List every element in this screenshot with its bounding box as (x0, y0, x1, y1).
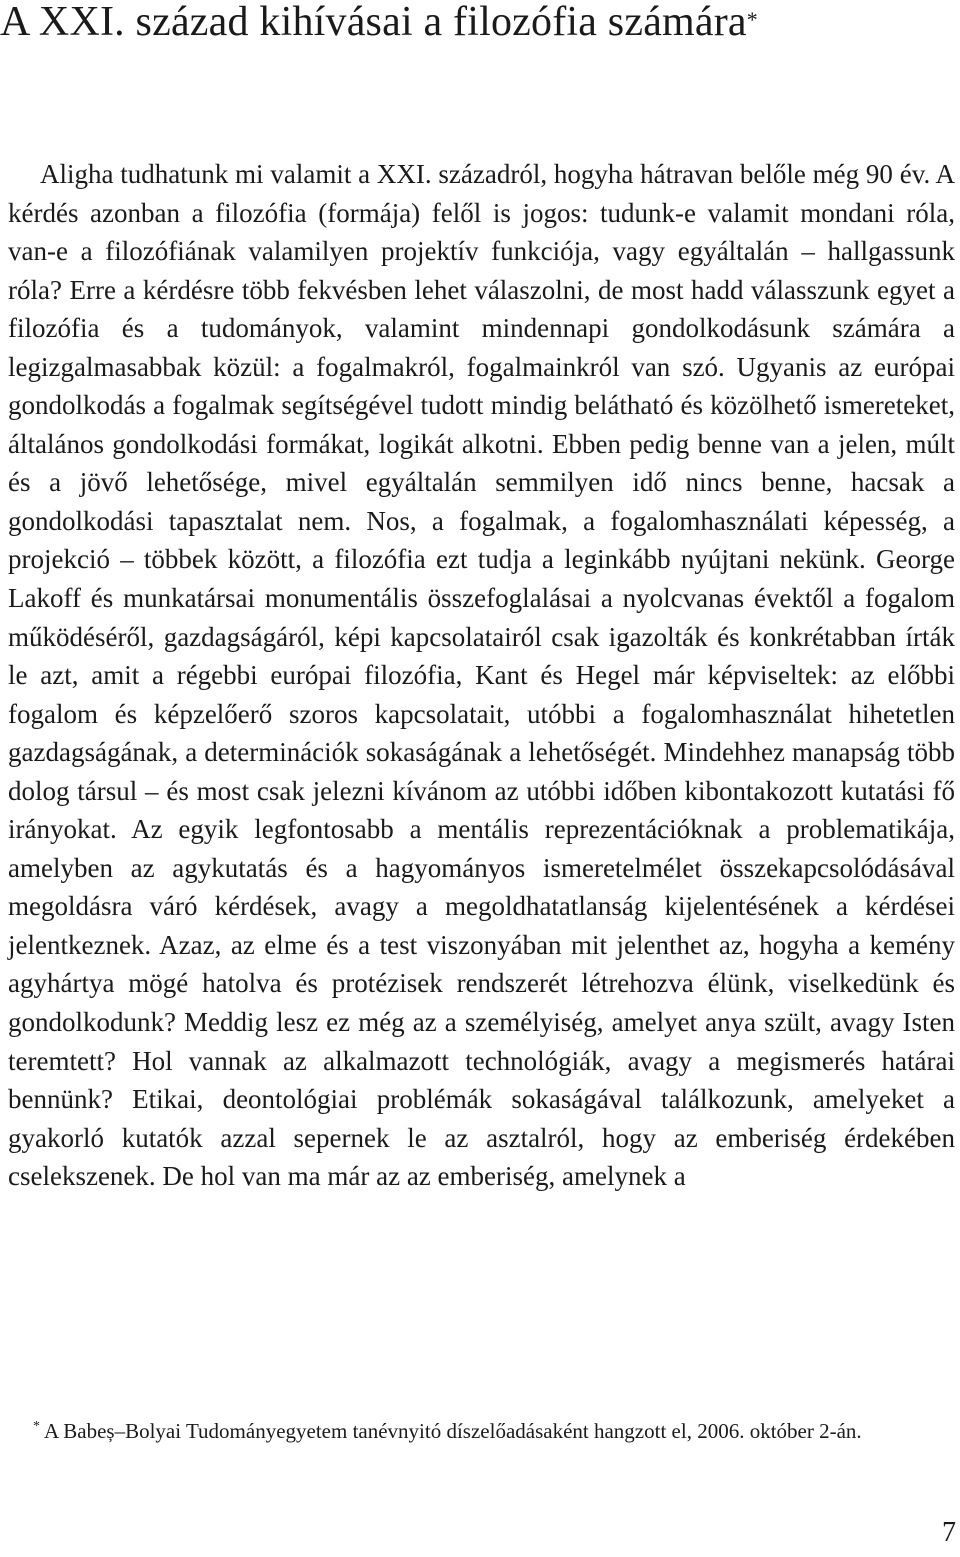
body-paragraph: Aligha tudhatunk mi valamit a XXI. századról, hogyha hátravan belőle még 90 év. A kérdés azonban a filozófia (formája) felől is jogos: tudunk-e valamit mondani róla, van-e a filozófiának valamilyen projektív funkciója, vagy egyáltalán – hallgassunk róla? Erre a kérdésre több fekvésben lehet válaszolni, de most hadd válasszunk egyet a filozófia és a tudományok, valamint mindennapi gondolkodásunk számára a legizgalmasabbak közül: a fogalmakról, fogalmainkról van szó. Ugyanis az európai gondolkodás a fogalmak segítségével tudott mindig belátható és közölhető ismereteket, általános gondolkodási formákat, logikát alkotni. Ebben pedig benne van a jelen, múlt és a jövő lehetősége, mivel egyáltalán semmilyen idő nincs benne, hacsak a gondolkodási tapasztalat nem. Nos, a fogalmak, a fogalomhasználati képesség, a projekció – többek között, a filozófia ezt tudja a leginkább nyújtani nekünk. George Lakoff és munkatársai monumentális összefoglalásai a nyolcvanas évektől a fogalom működéséről, gazdagságáról, képi kapcsolatairól csak igazolták és konkrétabban írták le azt, amit a régebbi európai filozófia, Kant és Hegel már képviseltek: az előbbi fogalom és képzelőerő szoros kapcsolatait, utóbbi a fogalomhasználat hihetetlen gazdagságának, a determinációk sokaságának a lehetőségét. Mindehhez manapság több dolog társul – és most csak jelezni kívánom az utóbbi időben kibontakozott kutatási fő irányokat. Az egyik legfontosabb a mentális reprezentációknak a problematikája, amelyben az agykutatás és a hagyományos ismeretelmélet összekapcsolódásával megoldásra váró kérdések, avagy a megoldhatatlanság kijelentésének a kérdései jelentkeznek. Azaz, az elme és a test viszonyában mit jelenthet az, hogyha a kemény agyhártya mögé hatolva és protézisek rendszerét létrehozva élünk, viselkedünk és gondolkodunk? Meddig lesz ez még az a személyiség, amelyet anya szült, avagy Isten teremtett? Hol vannak az alkalmazott technológiák, avagy a megismerés határai bennünk? Etikai, deontológiai problémák sokaságával találkozunk, amelyeket a gyakorló kutatók azzal sepernek le az asztalról, hogy az emberiség érdekében cselekszenek. De hol van ma már az az emberiség, amelynek a (8, 159, 955, 1192)
document-title (0, 0, 758, 44)
footnote-marker: * (33, 1419, 40, 1434)
footnote (8, 1416, 953, 1446)
footnote-text: A Babeș–Bolyai Tudományegyetem tanévnyitó díszelőadásaként hangzott el, 2006. október 2-án. (44, 1419, 862, 1443)
page-number: 7 (942, 1517, 956, 1548)
title-text: A XXI. század kihívásai a filozófia számára (0, 0, 747, 45)
title-footnote-marker: * (746, 7, 758, 32)
